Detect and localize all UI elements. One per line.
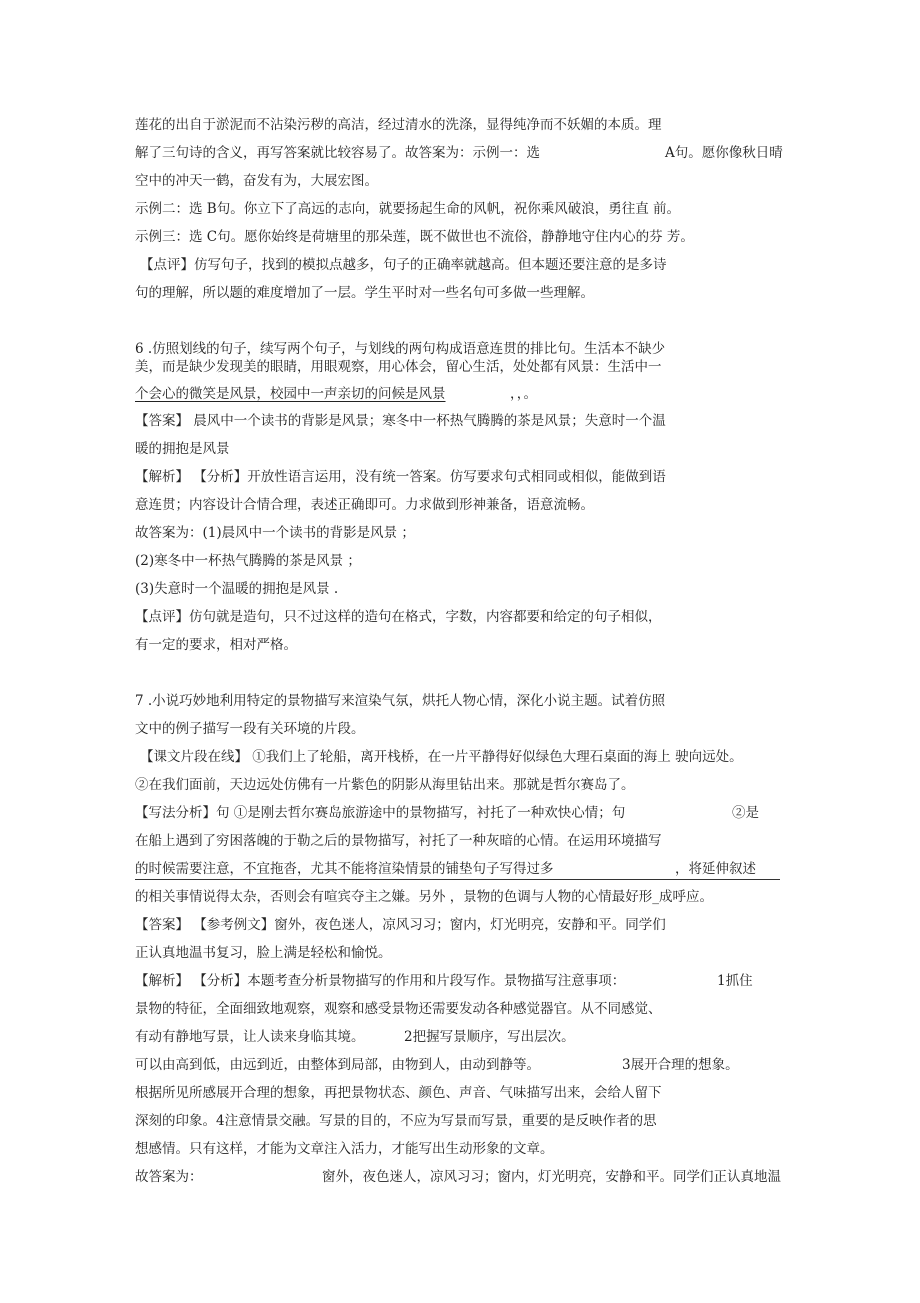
comment-line: 【点评】仿句就是造句，只不过这样的造句在格式，字数，内容都要和给定的句子相似， (135, 609, 662, 625)
analysis-line: 想感情。只有这样，才能为文章注入活力，才能写出生动形象的文章。 (135, 1141, 554, 1157)
analysis-line: 景物的特征，全面细致地观察，观察和感受景物还需要发动各种感觉器官。从不同感觉、 (135, 1001, 662, 1017)
underlined-sentence: 个会心的微笑是风景，校园中一声亲切的问候是风景 (135, 386, 446, 402)
analysis-line: 【解析】 【分析】开放性语言运用，没有统一答案。仿写要求句式相同或相似，能做到语 (135, 469, 666, 485)
writing-analysis-line: 在船上遇到了穷困落魄的于勒之后的景物描写，衬托了一种灰暗的心情。在运用环境描写 (135, 833, 662, 849)
analysis-line: 深刻的印象。4注意情景交融。写景的目的，不应为写景而写景，重要的是反映作者的思 (135, 1113, 657, 1129)
answer-summary: 窗外，夜色迷人，凉风习习；窗内，灯光明亮，安静和平。同学们正认真地温 (322, 1169, 781, 1185)
analysis-line: 意连贯；内容设计合情合理，表述正确即可。力求做到形神兼备，语意流畅。 (135, 497, 594, 513)
text-line: 示例二：选 B句。你立下了高远的志向，就要扬起生命的风帆，祝你乘风破浪，勇往直 前。 (135, 201, 681, 217)
excerpt-line: ②在我们面前，天边远处仿佛有一片紫色的阴影从海里钻出来。那就是哲尔赛岛了。 (135, 777, 635, 793)
question-text: 美，而是缺少发现美的眼睛，用眼观察，用心体会，留心生活，处处都有风景：生活中一 (135, 359, 662, 375)
answer-line: 【答案】 晨风中一个读书的背影是风景；寒冬中一杯热气腾腾的茶是风景；失意时一个温 (135, 413, 666, 429)
analysis-line: 可以由高到低，由远到近，由整体到局部，由物到人，由动到静等。 (135, 1057, 540, 1073)
answer-line: 【答案】 【参考例文】窗外，夜色迷人，凉风习习；窗内，灯光明亮，安静和平。同学们 (135, 917, 666, 933)
answer-item: (3)失意时一个温暖的拥抱是风景 . (135, 581, 339, 597)
writing-analysis-line: ②是 (732, 805, 759, 821)
writing-analysis-line: 的时候需要注意，不宜拖沓，尤其不能将渲染情景的铺垫句子写得过多 (135, 861, 554, 877)
blank-punctuation: ，，。 (510, 386, 537, 402)
question-title: 7 .小说巧妙地利用特定的景物描写来渲染气氛，烘托人物心情，深化小说主题。试着仿照 (135, 693, 666, 709)
comment-line: 【点评】仿写句子，找到的模拟点越多，句子的正确率就越高。但本题还要注意的是多诗 (140, 257, 667, 273)
answer-line: 正认真地温书复习，脸上满是轻松和愉悦。 (135, 945, 392, 961)
analysis-line: 【解析】 【分析】本题考查分析景物描写的作用和片段写作。景物描写注意事项： (135, 973, 626, 989)
question-title: 6 .仿照划线的句子，续写两个句子，与划线的两句构成语意连贯的排比句。生活本不缺少 (135, 341, 666, 357)
answer-summary: 故答案为： (135, 1169, 203, 1185)
answer-item: (2)寒冬中一杯热气腾腾的茶是风景 ； (135, 553, 361, 569)
answer-line: 暖的拥抱是风景 (135, 441, 230, 457)
writing-analysis-line: ，将延伸叙述 (675, 861, 756, 877)
text-line: 示例三：选 C句。愿你始终是荷塘里的那朵莲，既不做世也不流俗，静静地守住内心的芬 芳。 (135, 229, 694, 245)
analysis-line: 2把握写景顺序，写出层次。 (404, 1029, 575, 1045)
comment-line: 有一定的要求，相对严格。 (135, 637, 297, 653)
text-line: 空中的冲天一鹤，奋发有为，大展宏图。 (135, 173, 378, 189)
analysis-line: 根据所见所感展开合理的想象，再把景物状态、颜色、声音、气味描写出来，会给人留下 (135, 1085, 662, 1101)
comment-line: 句的理解，所以题的难度增加了一层。学生平时对一些名句可多做一些理解。 (135, 285, 594, 301)
text-line: 解了三句诗的含义，再写答案就比较容易了。故答案为：示例一：选 (135, 145, 540, 161)
writing-analysis-line: 的相关事情说得太杂，否则会有喧宾夺主之嫌。另外 ，景物的色调与人物的心情最好形_成呼应。 (135, 889, 714, 905)
text-line: 莲花的出自于淤泥而不沾染污秽的高洁，经过清水的洗涤，显得纯净而不妖媚的本质。理 (135, 117, 662, 133)
underline-rule (135, 879, 780, 880)
excerpt-line: 【课文片段在线】 ①我们上了轮船，离开栈桥，在一片平静得好似绿色大理石桌面的海上 驶向远处。 (140, 749, 743, 765)
writing-analysis-line: 【写法分析】句 ①是刚去哲尔赛岛旅游途中的景物描写，衬托了一种欢快心情；句 (135, 805, 626, 821)
answer-summary: 故答案为：(1)晨风中一个读书的背影是风景 ； (135, 525, 415, 541)
question-text: 文中的例子描写一段有关环境的片段。 (135, 721, 365, 737)
analysis-line: 3展开合理的想象。 (622, 1057, 739, 1073)
analysis-line: 1抓住 (717, 973, 753, 989)
analysis-line: 有动有静地写景，让人读来身临其境。 (135, 1029, 365, 1045)
text-line: A句。愿你像秋日晴 (665, 145, 783, 161)
